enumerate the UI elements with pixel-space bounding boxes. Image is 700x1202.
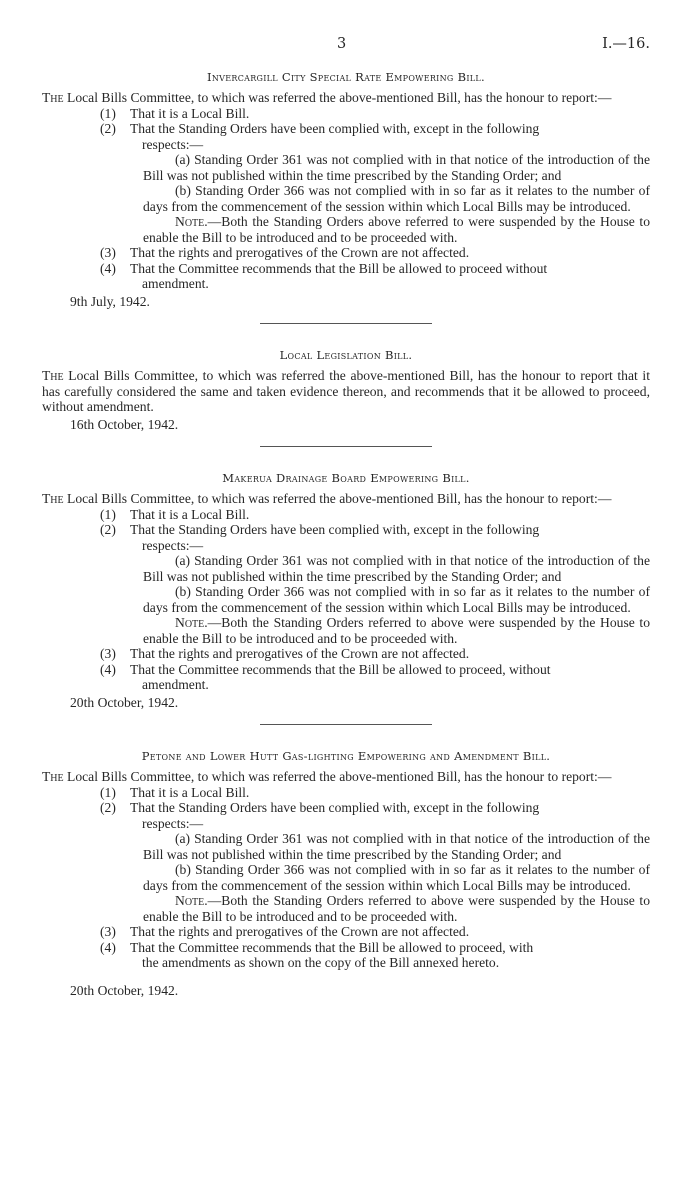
list-item [100, 261, 650, 292]
item-text: That it is a Local Bill. [130, 506, 250, 522]
list-item [100, 785, 650, 801]
report-petone-lower-hutt [42, 749, 650, 998]
lead-text: Local Bills Committee, to which was referred the above-mentioned Bill, has the honour to report that it has carefully considered the same and taken evidence thereon, and recommends that it be allowed to proceed, without amendment. [42, 368, 650, 414]
list-item [100, 662, 650, 693]
item-text: That the rights and prerogatives of the Crown are not affected. [130, 646, 470, 661]
report-paragraph [42, 769, 650, 785]
report-paragraph [42, 90, 650, 106]
item-continuation: respects:— [142, 537, 204, 553]
item-number: (1) [100, 784, 116, 800]
lead-text: Local Bills Committee, to which was referred the above-mentioned Bill, has the honour to report:— [63, 90, 612, 105]
item-continuation: respects:— [142, 815, 204, 831]
list-item [100, 245, 650, 261]
sub-item: (b) Standing Order 366 was not complied with in so far as it relates to the number of days from the commencement of the session within which Local Bills may be introduced. [143, 862, 650, 893]
list-item [100, 940, 650, 971]
report-date: 9th July, 1942. [70, 293, 150, 309]
sub-item: (a) Standing Order 361 was not complied with in that notice of the introduction of the Bill was not published within the time prescribed by the Standing Order; and [143, 831, 650, 862]
item-text: That the rights and prerogatives of the Crown are not affected. [130, 245, 470, 260]
note-label: Note. [175, 214, 208, 229]
item-continuation: respects:— [142, 136, 204, 152]
note-label: Note. [175, 615, 208, 630]
report-date: 20th October, 1942. [70, 694, 179, 710]
report-date: 16th October, 1942. [70, 416, 179, 432]
lead-word: The [42, 368, 64, 383]
note-paragraph [143, 214, 650, 245]
item-text: That the Committee recommends that the Bill be allowed to proceed, with [130, 939, 534, 955]
item-number: (2) [100, 121, 116, 136]
note-text: —Both the Standing Orders referred to above were suspended by the House to enable the Bill to be introduced and to be proceeded with. [143, 615, 650, 646]
item-text: That the rights and prerogatives of the Crown are not affected. [130, 924, 470, 939]
lead-word: The [42, 491, 64, 506]
page-reference: I.—16. [602, 36, 650, 52]
sub-item: (a) Standing Order 361 was not complied with in that notice of the introduction of the Bill was not published within the time prescribed by the Standing Order; and [143, 553, 650, 584]
note-paragraph [143, 615, 650, 646]
page-header [42, 36, 650, 58]
list-item [100, 924, 650, 940]
note-text: —Both the Standing Orders above referred to were suspended by the House to enable the Bill to be introduced and to be proceeded with. [143, 214, 650, 245]
report-paragraph [42, 368, 650, 415]
lead-text: Local Bills Committee, to which was referred the above-mentioned Bill, has the honour to report:— [63, 769, 612, 784]
item-number: (3) [100, 924, 116, 939]
lead-word: The [42, 90, 64, 105]
item-continuation: amendment. [142, 677, 209, 692]
item-number: (2) [100, 522, 116, 537]
item-text: That it is a Local Bill. [130, 105, 250, 121]
list-item [100, 800, 650, 831]
sub-item: (b) Standing Order 366 was not complied with in so far as it relates to the number of days from the commencement of the session within which Local Bills may be introduced. [143, 584, 650, 615]
item-text: That the Committee recommends that the Bill be allowed to proceed without [130, 260, 548, 276]
item-number: (2) [100, 800, 116, 815]
item-number: (3) [100, 646, 116, 661]
item-text: That it is a Local Bill. [130, 784, 250, 800]
item-number: (4) [100, 939, 116, 955]
note-label: Note. [175, 893, 208, 908]
sub-item: (b) Standing Order 366 was not complied with in so far as it relates to the number of days from the commencement of the session within which Local Bills may be introduced. [143, 183, 650, 214]
item-text: That the Standing Orders have been complied with, except in the following [130, 800, 540, 815]
sub-item: (a) Standing Order 361 was not complied with in that notice of the introduction of the Bill was not published within the time prescribed by the Standing Order; and [143, 152, 650, 183]
lead-text: Local Bills Committee, to which was referred the above-mentioned Bill, has the honour to report:— [63, 491, 612, 506]
item-number: (4) [100, 661, 116, 677]
item-number: (3) [100, 245, 116, 260]
page-number: 3 [337, 36, 347, 52]
list-item [100, 522, 650, 553]
section-divider [260, 323, 432, 324]
report-makerua [42, 471, 650, 710]
section-title: Local Legislation Bill. [279, 348, 413, 362]
item-text: That the Standing Orders have been complied with, except in the following [130, 121, 540, 136]
list-item [100, 106, 650, 122]
report-paragraph [42, 491, 650, 507]
list-item [100, 507, 650, 523]
item-number: (1) [100, 506, 116, 522]
item-number: (4) [100, 260, 116, 276]
item-text: That the Standing Orders have been complied with, except in the following [130, 522, 540, 537]
item-number: (1) [100, 105, 116, 121]
section-divider [260, 446, 432, 447]
report-date: 20th October, 1942. [70, 982, 179, 998]
item-text: That the Committee recommends that the Bill be allowed to proceed, without [130, 661, 551, 677]
list-item [100, 121, 650, 152]
section-title: Petone and Lower Hutt Gas-lighting Empowering and Amendment Bill. [141, 749, 551, 763]
section-title: Invercargill City Special Rate Empowering Bill. [207, 70, 485, 84]
report-invercargill [42, 70, 650, 309]
section-title: Makerua Drainage Board Empowering Bill. [222, 471, 470, 485]
note-paragraph [143, 893, 650, 924]
list-item [100, 646, 650, 662]
item-continuation: the amendments as shown on the copy of the Bill annexed hereto. [142, 955, 500, 970]
section-divider [260, 724, 432, 725]
lead-word: The [42, 769, 64, 784]
item-continuation: amendment. [142, 276, 209, 291]
report-local-legislation [42, 348, 650, 432]
note-text: —Both the Standing Orders referred to above were suspended by the House to enable the Bill to be introduced and to be proceeded with. [143, 893, 650, 924]
